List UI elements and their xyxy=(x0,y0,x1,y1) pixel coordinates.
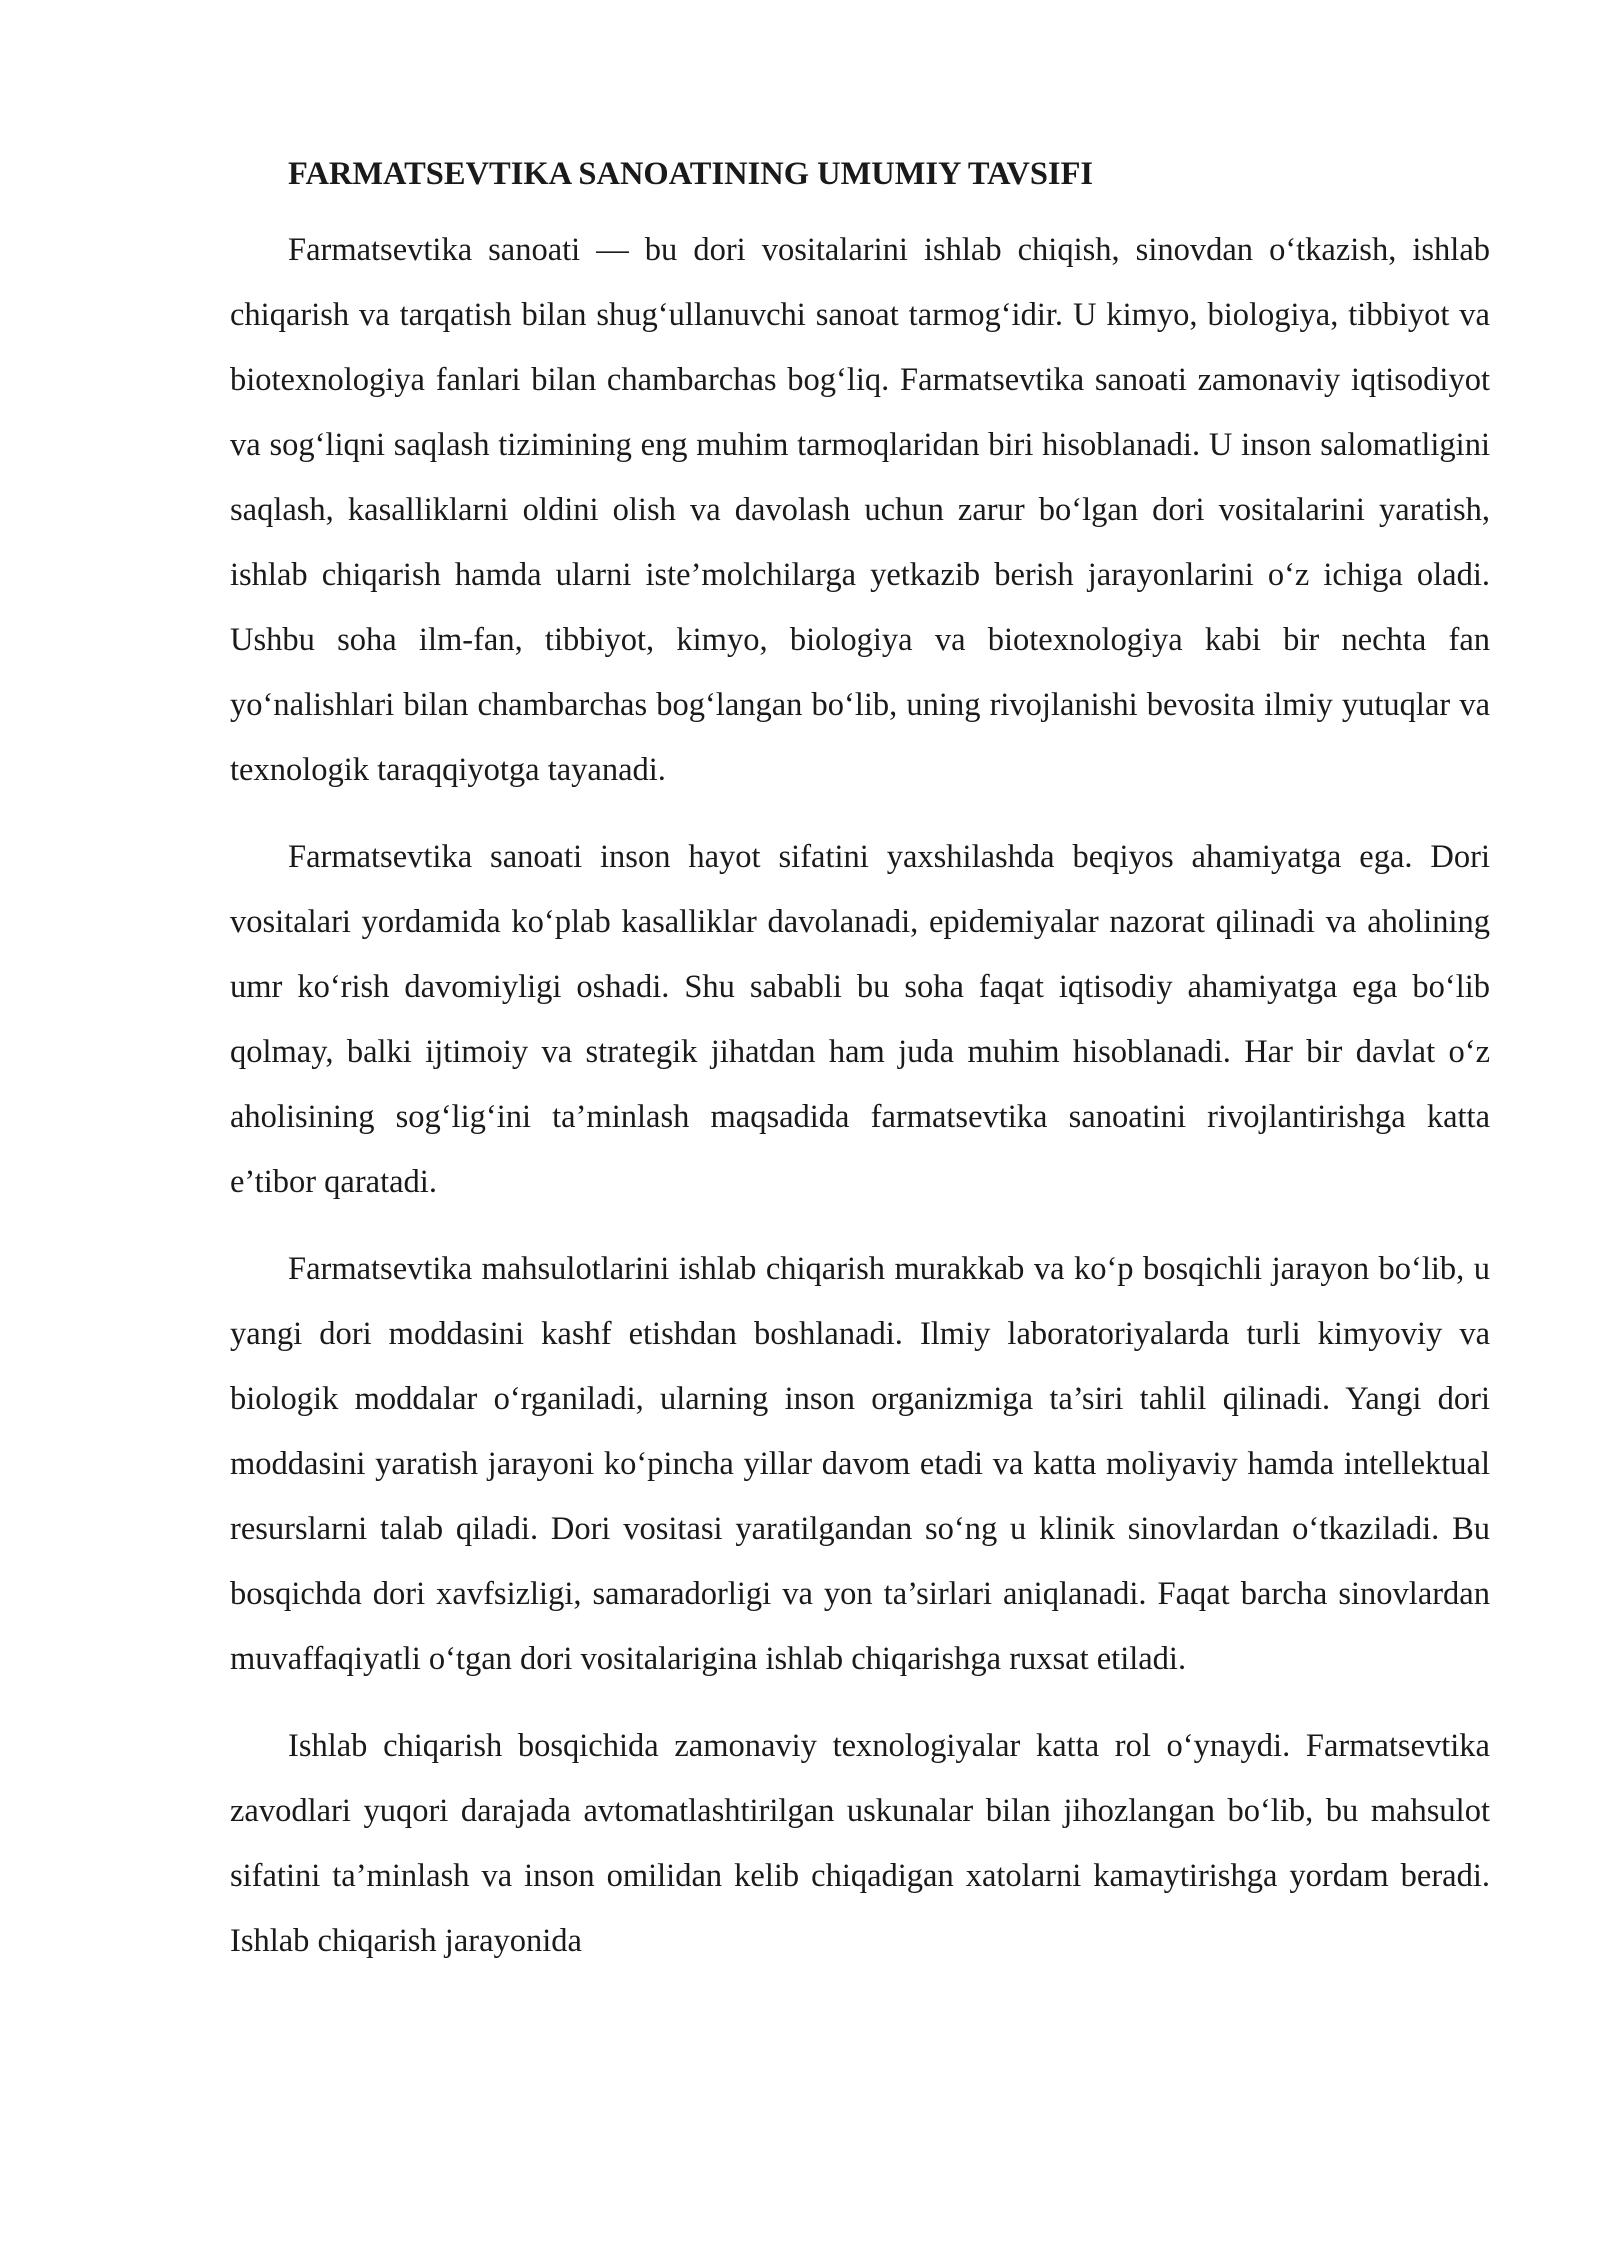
paragraph-1: Farmatsevtika sanoati — bu dori vositalarini ishlab chiqish, sinovdan o‘tkazish, ishlab chiqarish va tarqatish bilan shug‘ullanuvchi sanoat tarmog‘idir. U kimyo, biologiya, tibbiyot va biotexnologiya fanlari bilan chambarchas bog‘liq. Farmatsevtika sanoati zamonaviy iqtisodiyot va sog‘liqni saqlash tizimining eng muhim tarmoqlaridan biri hisoblanadi. U inson salomatligini saqlash, kasalliklarni oldini olish va davolash uchun zarur bo‘lgan dori vositalarini yaratish, ishlab chiqarish hamda ularni iste’molchilarga yetkazib berish jarayonlarini o‘z ichiga oladi. Ushbu soha ilm-fan, tibbiyot, kimyo, biologiya va biotexnologiya kabi bir nechta fan yo‘nalishlari bilan chambarchas bog‘langan bo‘lib, uning rivojlanishi bevosita ilmiy yutuqlar va texnologik taraqqiyotga tayanadi. xyxy=(230,232,1490,788)
document-title: FARMATSEVTIKA SANOATINING UMUMIY TAVSIFI xyxy=(288,156,1094,192)
document-page xyxy=(230,150,1490,1996)
paragraph-4: Ishlab chiqarish bosqichida zamonaviy texnologiyalar katta rol o‘ynaydi. Farmatsevtika zavodlari yuqori darajada avtomatlashtirilgan uskunalar bilan jihozlangan bo‘lib, bu mahsulot sifatini ta’minlash va inson omilidan kelib chiqadigan xatolarni kamaytirishga yordam beradi. Ishlab chiqarish jarayonida xyxy=(230,1728,1490,1959)
paragraph-3: Farmatsevtika mahsulotlarini ishlab chiqarish murakkab va ko‘p bosqichli jarayon bo‘lib, u yangi dori moddasini kashf etishdan boshlanadi. Ilmiy laboratoriyalarda turli kimyoviy va biologik moddalar o‘rganiladi, ularning inson organizmiga ta’siri tahlil qilinadi. Yangi dori moddasini yaratish jarayoni ko‘pincha yillar davom etadi va katta moliyaviy hamda intellektual resurslarni talab qiladi. Dori vositasi yaratilgandan so‘ng u klinik sinovlardan o‘tkaziladi. Bu bosqichda dori xavfsizligi, samaradorligi va yon ta’sirlari aniqlanadi. Faqat barcha sinovlardan muvaffaqiyatli o‘tgan dori vositalarigina ishlab chiqarishga ruxsat etiladi. xyxy=(230,1251,1490,1677)
paragraph-2: Farmatsevtika sanoati inson hayot sifatini yaxshilashda beqiyos ahamiyatga ega. Dori vositalari yordamida ko‘plab kasalliklar davolanadi, epidemiyalar nazorat qilinadi va aholining umr ko‘rish davomiyligi oshadi. Shu sababli bu soha faqat iqtisodiy ahamiyatga ega bo‘lib qolmay, balki ijtimoiy va strategik jihatdan ham juda muhim hisoblanadi. Har bir davlat o‘z aholisining sog‘lig‘ini ta’minlash maqsadida farmatsevtika sanoatini rivojlantirishga katta e’tibor qaratadi. xyxy=(230,839,1490,1200)
